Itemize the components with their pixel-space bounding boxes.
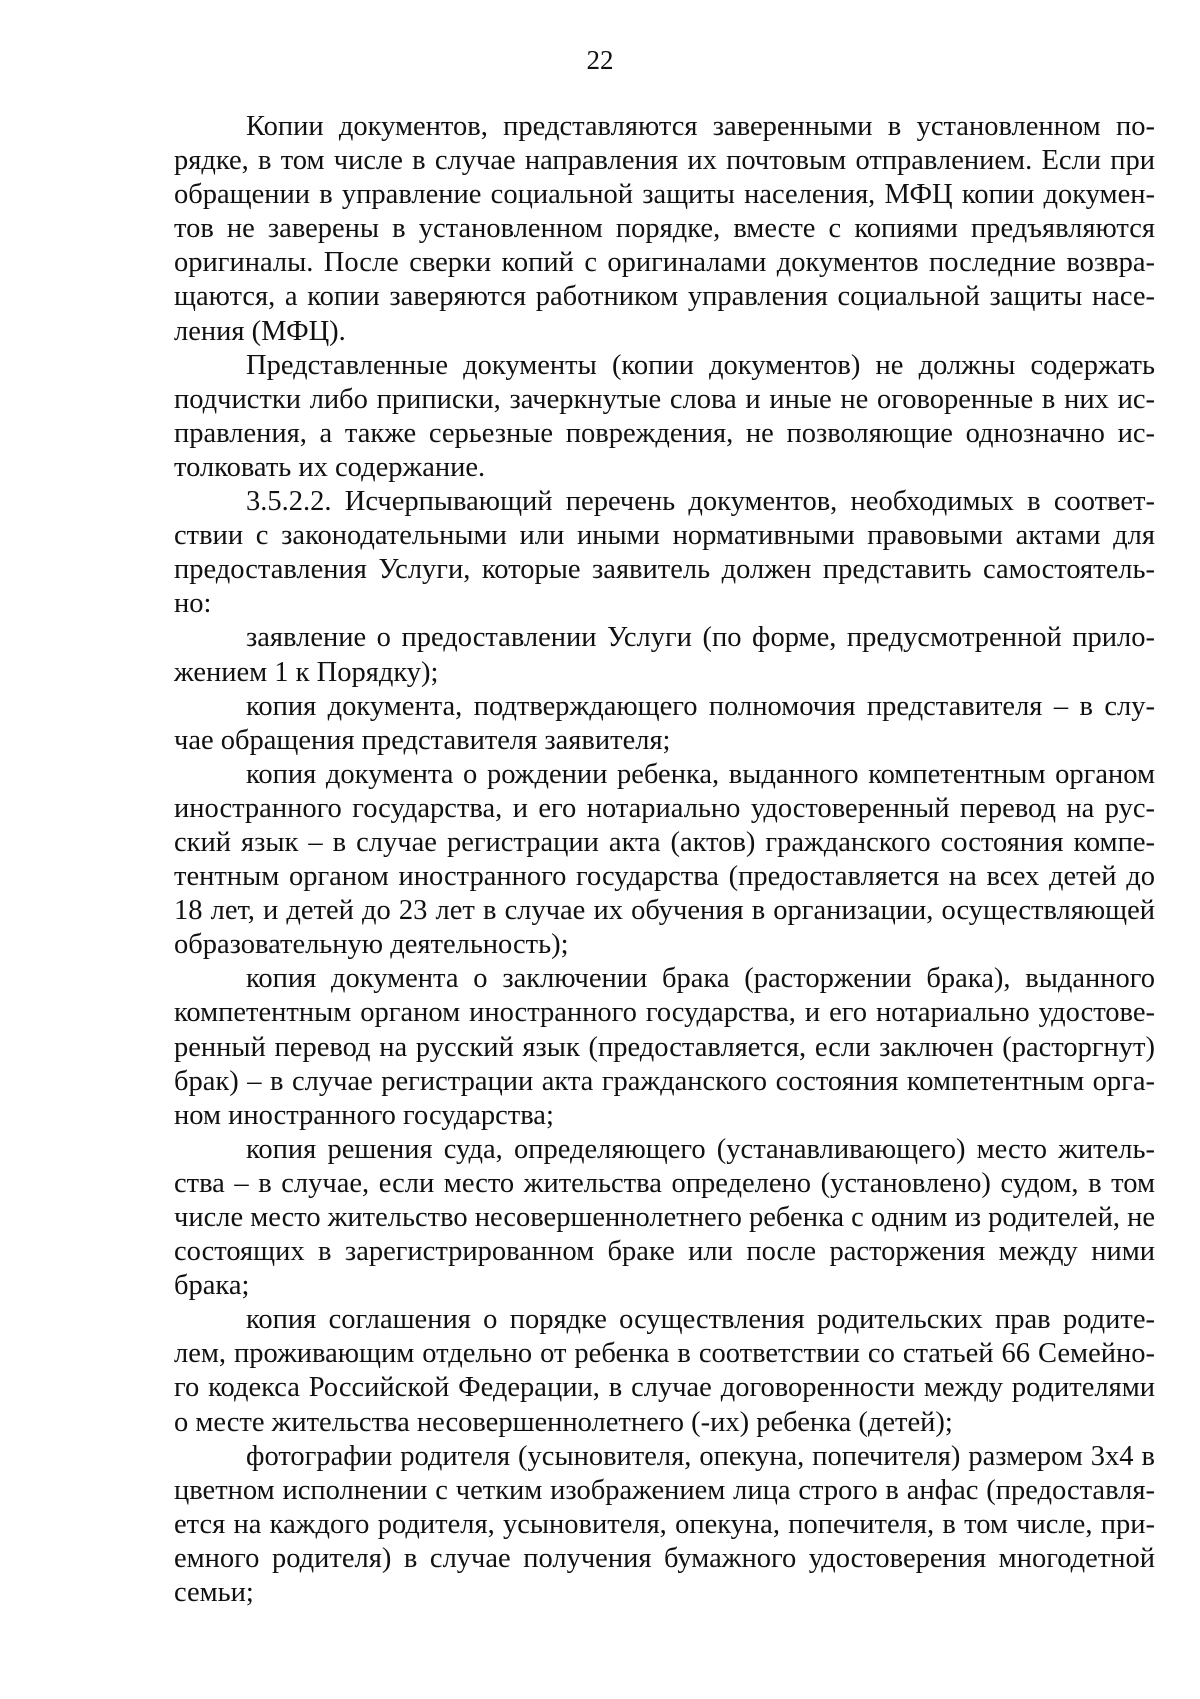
list-item-parental-agreement: копия соглашения о порядке осуществления родительских прав родителем, проживающим отдельно от ребенка в соответствии со статьей 66 Семейного кодекса Российской Федерации, в случае договоренности между родителями о месте жительства несовершеннолетнего (-их) ребенка (детей);	[174, 1304, 1155, 1438]
page-number: 22	[586, 45, 614, 75]
body-text	[174, 110, 1155, 1610]
paragraph-section-3-5-2-2: 3.5.2.2. Исчерпывающий перечень документов, необходимых в соответствии с законодательными или иными нормативными правовыми актами для предоставления Услуги, которые заявитель должен представить самостоятельно:	[174, 486, 1155, 620]
list-item-representative-authority: копия документа, подтверждающего полномочия представителя – в случае обращения представителя заявителя;	[174, 690, 1155, 756]
list-item-marriage-document: копия документа о заключении брака (расторжении брака), выданного компетентным органом иностранного государства, и его нотариально удостоверенный перевод на русский язык (предоставляется, если заключен (расторгнут) брак) – в случае регистрации акта гражданского состояния компетентным органом иностранного государства;	[174, 963, 1155, 1131]
list-item-birth-document: копия документа о рождении ребенка, выданного компетентным органом иностранного государства, и его нотариально удостоверенный перевод на русский язык – в случае регистрации акта (актов) гражданского состояния компетентным органом иностранного государства (предоставляется на всех детей до 18 лет, и детей до 23 лет в случае их обучения в организации, осуществляющей образовательную деятельность);	[174, 758, 1155, 961]
paragraph-copies-certification: Копии документов, представляются заверенными в установленном порядке, в том числе в случае направления их почтовым отправлением. Если при обращении в управление социальной защиты населения, МФЦ копии документов не заверены в установленном порядке, вместе с копиями предъявляются оригиналы. После сверки копий с оригиналами документов последние возвращаются, а копии заверяются работником управления социальной защиты населения (МФЦ).	[174, 111, 1155, 347]
list-item-court-decision: копия решения суда, определяющего (устанавливающего) место жительства – в случае, если место жительства определено (установлено) судом, в том числе место жительство несовершеннолетнего ребенка с одним из родителей, не состоящих в зарегистрированном браке или после расторжения между ними брака;	[174, 1133, 1155, 1302]
paragraph-document-requirements: Представленные документы (копии документов) не должны содержать подчистки либо приписки, зачеркнутые слова и иные не оговоренные в них исправления, а также серьезные повреждения, не позволяющие однозначно истолковать их содержание.	[174, 349, 1155, 483]
list-item-photographs: фотографии родителя (усыновителя, опекуна, попечителя) размером 3х4 в цветном исполнении с четким изображением лица строго в анфас (предоставляется на каждого родителя, усыновителя, опекуна, попечителя, в том числе, приемного родителя) в случае получения бумажного удостоверения многодетной семьи;	[174, 1440, 1155, 1609]
list-item-application: заявление о предоставлении Услуги (по форме, предусмотренной приложением 1 к Порядку);	[174, 622, 1155, 688]
